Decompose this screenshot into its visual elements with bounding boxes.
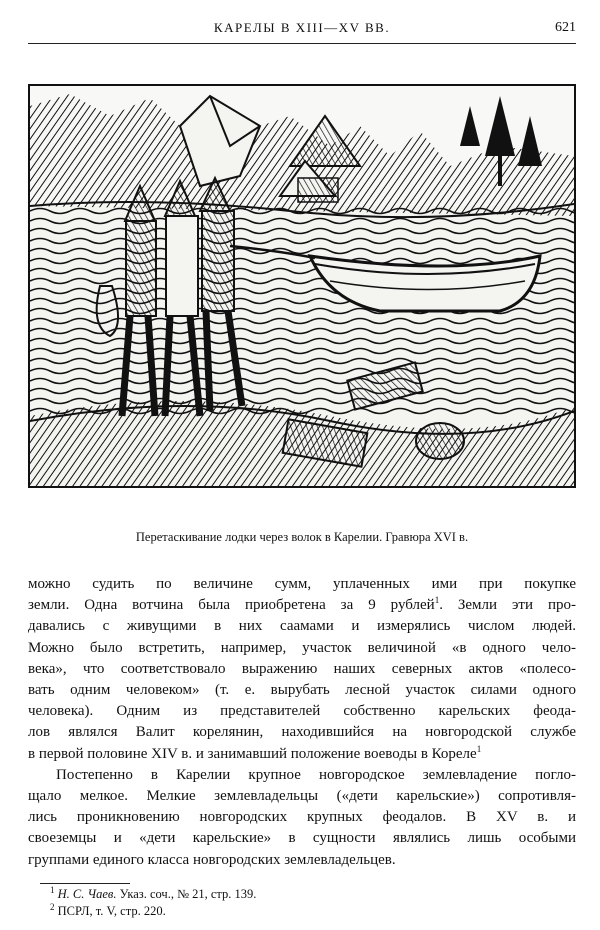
engraving-illustration	[30, 86, 574, 486]
footnote-2: $^2$ ПСРЛ, т. V, стр. 220.	[50, 901, 166, 918]
footnote-rule	[40, 883, 130, 884]
footnote-1: $^1$ Н. С. Чаев. Указ. соч., № 21, стр. 139.	[50, 884, 257, 901]
bundle	[416, 423, 464, 459]
text-line: Можно было встретить, например, участок величиной «в одного чело-	[28, 639, 576, 656]
text-line: в первой половине XIV в. и занимавший положение воеводы в Кореле$^1$	[28, 743, 482, 762]
footnotes	[50, 886, 570, 920]
running-header	[28, 20, 576, 42]
text-line: века», что соответствовало выражению наших северных актов «полесо-	[28, 660, 576, 677]
figure-caption: Перетаскивание лодки через волок в Карелии. Гравюра XVI в.	[135, 530, 469, 544]
text-line: группами единого класса новгородских землевладельцев.	[28, 851, 396, 868]
text-line: Постепенно в Карелии крупное новгородское землевладение погло-	[56, 766, 576, 783]
paragraph-2	[28, 765, 576, 871]
text-line: своеземцы и «дети карельские» в сущности являлись лишь особыми	[28, 830, 576, 847]
text-line: давались с живущими в них саамами и измерялись числом людей.	[28, 618, 576, 635]
running-title: КАРЕЛЫ В XIII—XV ВВ.	[213, 20, 391, 35]
text-line: земли. Одна вотчина была приобретена за 9 рублей$^1$. Земли эти про-	[28, 595, 576, 614]
header-rule	[28, 43, 576, 44]
text-line: вать одним человеком» (т. е. вырубать лесной участок силами одного	[28, 682, 576, 699]
text-line: можно судить по величине сумм, уплаченных ими при покупке	[28, 576, 576, 592]
body-text	[28, 574, 576, 871]
paragraph-1	[28, 574, 576, 765]
text-line: щало мелкое. Мелкие землевладельцы («дети карельские») сопротивля-	[28, 788, 576, 805]
engraving-figure	[28, 84, 576, 488]
text-line: лись проникновению новгородских крупных феодалов. В XV в. и	[28, 809, 576, 826]
footnote-ref: 1	[434, 595, 440, 606]
footnote-ref: 1	[476, 743, 482, 754]
text-line: человека). Одним из представителей собственно карельских феода-	[28, 703, 576, 720]
page-number: 621	[555, 20, 576, 35]
text-line: лов являлся Валит корелянин, находившийся на новгородской службе	[28, 724, 576, 741]
